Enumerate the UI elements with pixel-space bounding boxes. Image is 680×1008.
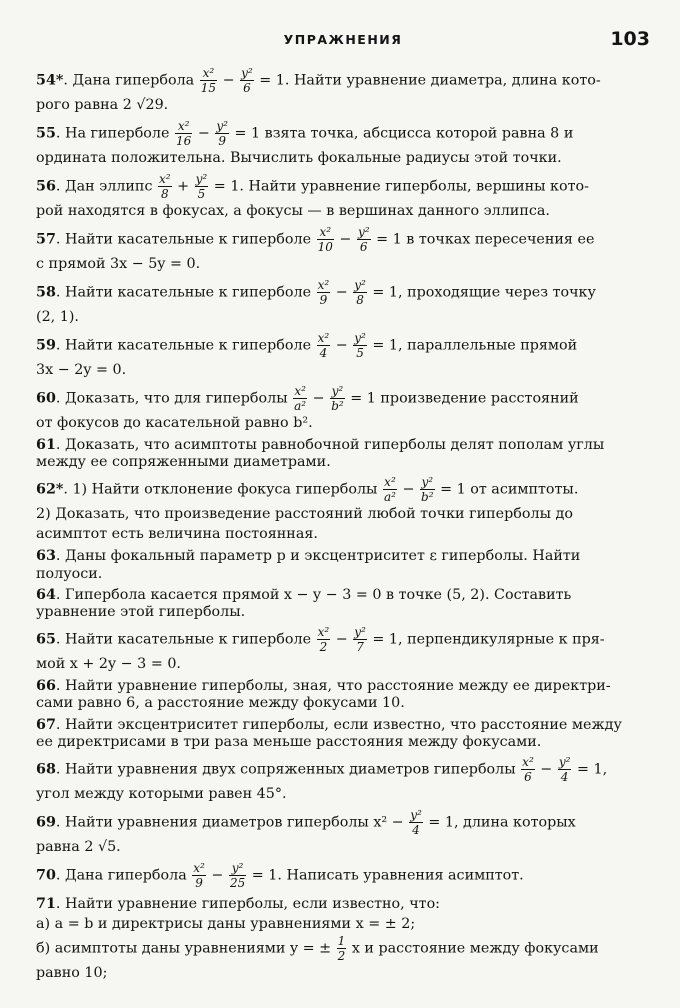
fraction — [317, 278, 331, 307]
fraction-denominator: 8 — [160, 187, 169, 201]
exercise-text: = 1, — [572, 761, 608, 778]
exercise-text: б) асимптоты даны уравнениями y = ± — [36, 940, 336, 957]
exercise-line — [36, 963, 650, 983]
fraction-denominator: 9 — [319, 293, 328, 307]
fraction-denominator: 25 — [229, 876, 246, 891]
fraction — [409, 808, 423, 837]
exercise-number: 66 — [36, 678, 56, 695]
exercise-text: . Найти касательные к гиперболе — [55, 284, 316, 301]
exercise-text: . Дан эллипс — [55, 178, 157, 195]
exercise-71 — [36, 894, 650, 983]
fraction-numerator: y² — [421, 475, 434, 490]
exercise-text: − — [334, 231, 356, 248]
fraction-denominator: a² — [383, 490, 396, 505]
fraction-numerator: y² — [558, 755, 571, 770]
exercise-line — [36, 254, 650, 274]
exercise-line — [36, 604, 650, 621]
exercise-text: − — [218, 72, 240, 89]
exercise-59 — [36, 331, 650, 380]
exercise-line — [36, 201, 650, 221]
exercise-line — [36, 625, 650, 654]
fraction-numerator: y² — [331, 384, 344, 398]
fraction-denominator: a² — [294, 399, 307, 413]
fraction-denominator: 6 — [359, 240, 368, 254]
fraction-numerator: y² — [354, 625, 366, 640]
exercise-line — [36, 454, 650, 471]
exercise-text: . 1) Найти отклонение фокуса гиперболы — [63, 481, 382, 498]
exercise-text: 3x − 2y = 0. — [36, 362, 127, 378]
fraction-numerator: y² — [354, 278, 366, 292]
exercise-text: от фокусов до касательной равно b². — [36, 415, 313, 431]
fraction — [383, 475, 397, 504]
exercise-text: рой находятся в фокусах, а фокусы — в вершинах данного эллипса. — [36, 203, 550, 219]
fraction — [420, 475, 435, 504]
exercise-line — [36, 566, 650, 583]
exercise-58 — [36, 278, 650, 327]
exercise-text: − — [397, 481, 420, 498]
exercise-68 — [36, 755, 650, 804]
exercise-63 — [36, 548, 650, 582]
exercise-text: уравнение этой гиперболы. — [36, 604, 246, 621]
fraction — [558, 755, 572, 784]
exercise-line — [36, 225, 650, 254]
fraction-denominator: 4 — [560, 770, 569, 785]
exercise-62 — [36, 475, 650, 544]
exercise-number: 58 — [36, 284, 56, 301]
fraction-denominator: 4 — [412, 823, 420, 838]
exercise-line — [36, 66, 650, 95]
exercise-text: = 1, параллельные прямой — [367, 337, 578, 354]
fraction-numerator: x² — [294, 384, 306, 398]
running-head: УПРАЖНЕНИЯ — [283, 32, 403, 47]
fraction — [215, 119, 229, 148]
fraction-numerator: x² — [317, 278, 330, 292]
fraction — [353, 625, 367, 654]
exercise-text: 2) Доказать, что произведение расстояний любой точки гиперболы до — [36, 506, 573, 523]
exercise-text: (2, 1). — [36, 309, 79, 325]
exercise-line — [36, 914, 650, 934]
fraction-denominator: b² — [421, 490, 434, 505]
exercise-line — [36, 307, 650, 327]
fraction-numerator: x² — [317, 625, 330, 640]
exercise-line — [36, 172, 650, 201]
fraction-denominator: 2 — [319, 640, 328, 655]
exercise-54 — [36, 66, 650, 115]
exercise-number: 57 — [36, 231, 56, 248]
exercise-line — [36, 148, 650, 168]
exercise-text: мой x + 2y − 3 = 0. — [36, 656, 181, 673]
exercise-text: равна 2 √5. — [36, 839, 121, 856]
exercise-text: − — [331, 631, 353, 648]
page-header — [36, 30, 650, 54]
exercise-line — [36, 755, 650, 784]
exercise-text: асимптот есть величина постоянная. — [36, 526, 318, 543]
exercise-line — [36, 934, 650, 963]
fraction-denominator: 4 — [319, 346, 328, 360]
fraction-denominator: 5 — [356, 346, 364, 360]
exercise-text: . Дана гипербола — [55, 867, 192, 884]
exercise-text: = 1, проходящие через точку — [367, 284, 596, 301]
exercise-text: = 1. Найти уравнение диаметра, длина кото- — [254, 72, 601, 89]
fraction-denominator: 6 — [243, 81, 251, 95]
exercise-line — [36, 695, 650, 712]
exercise-line — [36, 548, 650, 565]
page-number: 103 — [610, 28, 650, 50]
fraction-numerator: y² — [357, 225, 370, 239]
exercise-number: 56 — [36, 178, 56, 195]
exercise-text: − — [331, 337, 353, 354]
fraction-numerator: x² — [384, 475, 396, 490]
exercise-67 — [36, 717, 650, 751]
exercise-70 — [36, 861, 650, 890]
exercise-56 — [36, 172, 650, 221]
fraction-numerator: x² — [193, 861, 205, 876]
fraction — [192, 861, 206, 890]
exercise-line — [36, 437, 650, 454]
exercise-text: = 1, длина которых — [423, 814, 576, 831]
exercise-text: = 1. Найти уравнение гиперболы, вершины кото- — [209, 178, 589, 195]
exercise-57 — [36, 225, 650, 274]
exercise-list — [36, 66, 650, 987]
exercise-number: 55 — [36, 125, 56, 142]
exercise-number: 71 — [36, 896, 56, 913]
exercise-text: − — [193, 125, 215, 142]
exercise-text: рого равна 2 √29. — [36, 97, 169, 113]
exercise-65 — [36, 625, 650, 674]
exercise-line — [36, 894, 650, 914]
exercise-64 — [36, 587, 650, 621]
exercise-line — [36, 384, 650, 413]
exercise-61 — [36, 437, 650, 471]
exercise-line — [36, 587, 650, 604]
exercise-line — [36, 475, 650, 504]
fraction — [357, 225, 371, 254]
exercise-text: = 1, перпендикулярные к пря- — [367, 631, 605, 648]
fraction-numerator: y² — [354, 331, 366, 345]
exercise-text: x и расстояние между фокусами — [347, 940, 599, 957]
fraction-numerator: y² — [241, 66, 253, 80]
exercise-text: полуоси. — [36, 565, 103, 582]
fraction-numerator: x² — [175, 119, 192, 134]
exercise-text: сами равно 6, а расстояние между фокусами 10. — [36, 695, 405, 712]
exercise-text: с прямой 3x − 5y = 0. — [36, 256, 201, 272]
fraction-denominator: 10 — [317, 240, 333, 254]
exercise-line — [36, 678, 650, 695]
fraction-denominator: 15 — [200, 81, 217, 95]
fraction-numerator: y² — [195, 172, 208, 186]
fraction-denominator: 9 — [218, 134, 226, 148]
exercise-55 — [36, 119, 650, 168]
fraction — [337, 934, 347, 963]
fraction-numerator: y² — [229, 861, 246, 876]
exercise-line — [36, 837, 650, 857]
fraction-numerator: x² — [522, 755, 534, 770]
exercise-text: . Найти касательные к гиперболе — [55, 631, 316, 648]
exercise-line — [36, 717, 650, 734]
fraction — [317, 331, 331, 360]
exercise-number: 64 — [36, 586, 56, 603]
fraction-denominator: 16 — [176, 134, 192, 148]
exercise-number: 62* — [36, 481, 64, 498]
exercise-text: . Найти уравнения двух сопряженных диаметров гиперболы — [55, 761, 521, 778]
fraction — [158, 172, 172, 201]
exercise-line — [36, 95, 650, 115]
exercise-60 — [36, 384, 650, 433]
exercise-text: . Найти касательные к гиперболе — [55, 337, 316, 354]
exercise-number: 70 — [36, 867, 56, 884]
exercise-text: между ее сопряженными диаметрами. — [36, 454, 331, 471]
fraction — [200, 66, 217, 95]
exercise-line — [36, 654, 650, 674]
exercise-line — [36, 524, 650, 544]
fraction — [330, 384, 345, 413]
fraction — [317, 625, 331, 654]
exercise-text: . Гипербола касается прямой x − y − 3 = 0 в точке (5, 2). Составить — [55, 586, 572, 603]
exercise-number: 54* — [36, 72, 64, 89]
exercise-text: . Найти касательные к гиперболе — [55, 231, 316, 248]
exercise-text: угол между которыми равен 45°. — [36, 786, 287, 803]
fraction-numerator: x² — [317, 331, 330, 345]
exercise-text: . Найти уравнения диаметров гиперболы x² − — [55, 814, 409, 831]
exercise-line — [36, 278, 650, 307]
fraction-numerator: y² — [410, 808, 422, 823]
fraction — [240, 66, 254, 95]
exercise-text: − — [308, 390, 330, 407]
fraction-denominator: 9 — [195, 876, 203, 891]
exercise-text: . Дана гипербола — [63, 72, 199, 89]
exercise-text: = 1 в точках пересечения ее — [371, 231, 595, 248]
fraction-denominator: 6 — [524, 770, 532, 785]
exercise-text: . На гиперболе — [55, 125, 174, 142]
exercise-text: ордината положительна. Вычислить фокальные радиусы этой точки. — [36, 150, 562, 166]
fraction — [317, 225, 334, 254]
fraction-denominator: 8 — [356, 293, 364, 307]
exercise-number: 63 — [36, 548, 56, 565]
fraction-numerator: x² — [159, 172, 171, 186]
exercise-text: . Найти эксцентриситет гиперболы, если известно, что расстояние между — [55, 716, 622, 733]
exercise-text: . Доказать, что асимптоты равнобочной гиперболы делят пополам углы — [55, 437, 605, 453]
exercise-text: = 1 произведение расстояний — [345, 390, 579, 407]
exercise-text: . Доказать, что для гиперболы — [55, 390, 293, 407]
fraction-denominator: 7 — [356, 640, 364, 655]
exercise-text: = 1. Написать уравнения асимптот. — [247, 867, 524, 884]
fraction — [353, 278, 367, 307]
fraction — [293, 384, 307, 413]
exercise-line — [36, 119, 650, 148]
fraction — [195, 172, 209, 201]
fraction-numerator: x² — [317, 225, 334, 240]
fraction-denominator: b² — [331, 399, 344, 413]
exercise-text: − — [206, 867, 228, 884]
exercise-number: 68 — [36, 761, 56, 778]
exercise-text: = 1 взята точка, абсцисса которой равна 8 и — [229, 125, 574, 142]
exercise-line — [36, 808, 650, 837]
exercise-text: + — [172, 178, 194, 195]
exercise-number: 65 — [36, 631, 56, 648]
exercise-number: 61 — [36, 437, 56, 453]
exercise-line — [36, 413, 650, 433]
exercise-number: 67 — [36, 716, 56, 733]
exercise-line — [36, 331, 650, 360]
exercise-line — [36, 360, 650, 380]
exercise-text: = 1 от асимптоты. — [435, 481, 579, 498]
fraction-numerator: x² — [200, 66, 217, 81]
exercise-line — [36, 504, 650, 524]
exercise-line — [36, 734, 650, 751]
exercise-text: ее директрисами в три раза меньше расстояния между фокусами. — [36, 733, 542, 750]
exercise-text: . Найти уравнение гиперболы, зная, что расстояние между ее директри- — [55, 678, 611, 695]
fraction-denominator: 5 — [197, 187, 206, 201]
exercise-line — [36, 861, 650, 890]
exercise-text: . Даны фокальный параметр p и эксцентриситет ε гиперболы. Найти — [55, 548, 581, 565]
exercise-text: − — [535, 761, 557, 778]
fraction-numerator: y² — [216, 119, 228, 133]
exercise-text: − — [331, 284, 353, 301]
exercise-number: 60 — [36, 390, 56, 407]
fraction — [175, 119, 192, 148]
exercise-69 — [36, 808, 650, 857]
exercise-line — [36, 784, 650, 804]
fraction — [229, 861, 246, 890]
exercise-number: 59 — [36, 337, 56, 354]
exercise-text: а) a = b и директрисы даны уравнениями x = ± 2; — [36, 916, 416, 933]
fraction — [353, 331, 367, 360]
fraction-numerator: 1 — [337, 934, 346, 949]
exercise-text: равно 10; — [36, 965, 108, 982]
fraction — [521, 755, 535, 784]
exercise-66 — [36, 678, 650, 712]
exercise-number: 69 — [36, 814, 56, 831]
exercise-text: . Найти уравнение гиперболы, если известно, что: — [55, 896, 441, 913]
fraction-denominator: 2 — [337, 949, 346, 964]
